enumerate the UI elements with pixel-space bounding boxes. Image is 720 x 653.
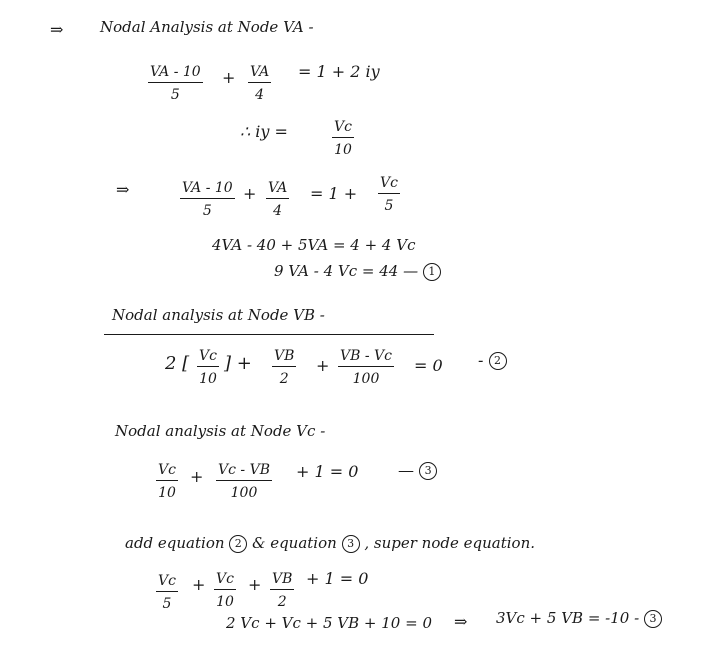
fraction-denominator: 5	[170, 87, 180, 104]
equation-number-badge: 3	[419, 462, 437, 480]
fraction-vb-over-2	[270, 572, 294, 609]
add-text-mid: & equation	[252, 534, 337, 552]
fraction-va-over-4	[248, 65, 271, 102]
equation-one-text: 9 VA - 4 Vc = 44 —	[274, 262, 419, 280]
equation-number-badge: 1	[423, 263, 441, 281]
fraction-vc-over-10	[197, 349, 219, 386]
tag-dash: —	[398, 460, 414, 480]
implies-arrow: ⇒	[116, 180, 130, 199]
heading-node-vc: Nodal analysis at Node Vc -	[115, 422, 326, 440]
fraction-denominator: 10	[199, 371, 217, 388]
fraction-numerator: Vc	[380, 175, 398, 191]
equation-number-three	[398, 462, 437, 480]
add-text-pre: add equation	[125, 534, 225, 552]
fraction-va-minus-10-over-5	[180, 181, 235, 218]
equation-number-badge: 2	[489, 352, 507, 370]
equation-rhs: = 1 + 2 iy	[298, 62, 380, 81]
plus-sign: +	[222, 68, 236, 87]
fraction-numerator: VA	[250, 64, 270, 80]
tag-dash: -	[478, 350, 484, 370]
equation-expanded: 4VA - 40 + 5VA = 4 + 4 Vc	[212, 236, 416, 254]
therefore-iy: ∴ iy =	[240, 122, 288, 141]
plus-sign: +	[248, 575, 262, 594]
equation-coef: 2 [	[165, 353, 190, 374]
plus-sign: +	[243, 184, 257, 203]
equation-rhs: = 0	[414, 356, 443, 375]
fraction-denominator: 10	[334, 142, 352, 159]
equation-number-badge: 3	[342, 535, 360, 553]
equation-final	[496, 610, 662, 628]
fraction-vc-minus-vb-over-100	[216, 463, 272, 500]
equation-mid: = 1 +	[310, 184, 358, 203]
fraction-denominator: 5	[202, 203, 212, 220]
equation-final-text: 3Vc + 5 VB = -10 -	[496, 609, 640, 627]
fraction-vb-minus-vc-over-100	[338, 349, 394, 386]
add-equations-line	[125, 535, 535, 553]
fraction-denominator: 100	[352, 371, 380, 388]
fraction-numerator: Vc	[158, 573, 176, 589]
heading-node-va: Nodal Analysis at Node VA -	[100, 18, 314, 36]
fraction-denominator: 10	[158, 485, 176, 502]
fraction-vc-over-10	[214, 572, 236, 609]
fraction-numerator: VB	[274, 348, 295, 364]
fraction-numerator: VA	[268, 180, 288, 196]
fraction-vc-over-5	[156, 574, 178, 611]
fraction-vc-over-5	[378, 176, 400, 213]
fraction-denominator: 4	[255, 87, 265, 104]
implies-arrow: ⇒	[50, 20, 64, 39]
fraction-numerator: Vc	[334, 119, 352, 135]
fraction-numerator: VA - 10	[150, 64, 201, 80]
fraction-numerator: VB	[272, 571, 293, 587]
equation-rhs: + 1 = 0	[306, 569, 369, 588]
fraction-denominator: 2	[279, 371, 289, 388]
fraction-vc-over-10	[156, 463, 178, 500]
equation-expanded-final: 2 Vc + Vc + 5 VB + 10 = 0	[226, 614, 432, 632]
fraction-va-minus-10-over-5	[148, 65, 203, 102]
heading-node-vb: Nodal analysis at Node VB -	[112, 306, 325, 324]
equation-number-two	[478, 352, 507, 370]
plus-sign: +	[190, 467, 204, 486]
fraction-denominator: 100	[230, 485, 258, 502]
fraction-denominator: 5	[162, 596, 172, 613]
fraction-numerator: VB - Vc	[340, 348, 392, 364]
fraction-vb-over-2	[272, 349, 296, 386]
fraction-denominator: 5	[384, 198, 394, 215]
fraction-denominator: 10	[216, 594, 234, 611]
fraction-denominator: 2	[277, 594, 287, 611]
plus-sign: +	[192, 575, 206, 594]
fraction-numerator: Vc	[216, 571, 234, 587]
equation-number-badge: 3	[644, 610, 662, 628]
equation-rhs: + 1 = 0	[296, 462, 359, 481]
implies-arrow: ⇒	[454, 612, 468, 631]
fraction-denominator: 4	[273, 203, 283, 220]
equation-one	[274, 263, 441, 281]
plus-sign: +	[316, 356, 330, 375]
equation-close: ] +	[224, 353, 252, 374]
fraction-numerator: Vc - VB	[218, 462, 270, 478]
fraction-vc-over-10	[332, 120, 354, 157]
fraction-numerator: Vc	[158, 462, 176, 478]
equation-number-badge: 2	[229, 535, 247, 553]
add-text-post: , super node equation.	[364, 534, 535, 552]
fraction-numerator: Vc	[199, 348, 217, 364]
fraction-va-over-4	[266, 181, 289, 218]
heading-underline	[104, 334, 434, 335]
fraction-numerator: VA - 10	[182, 180, 233, 196]
